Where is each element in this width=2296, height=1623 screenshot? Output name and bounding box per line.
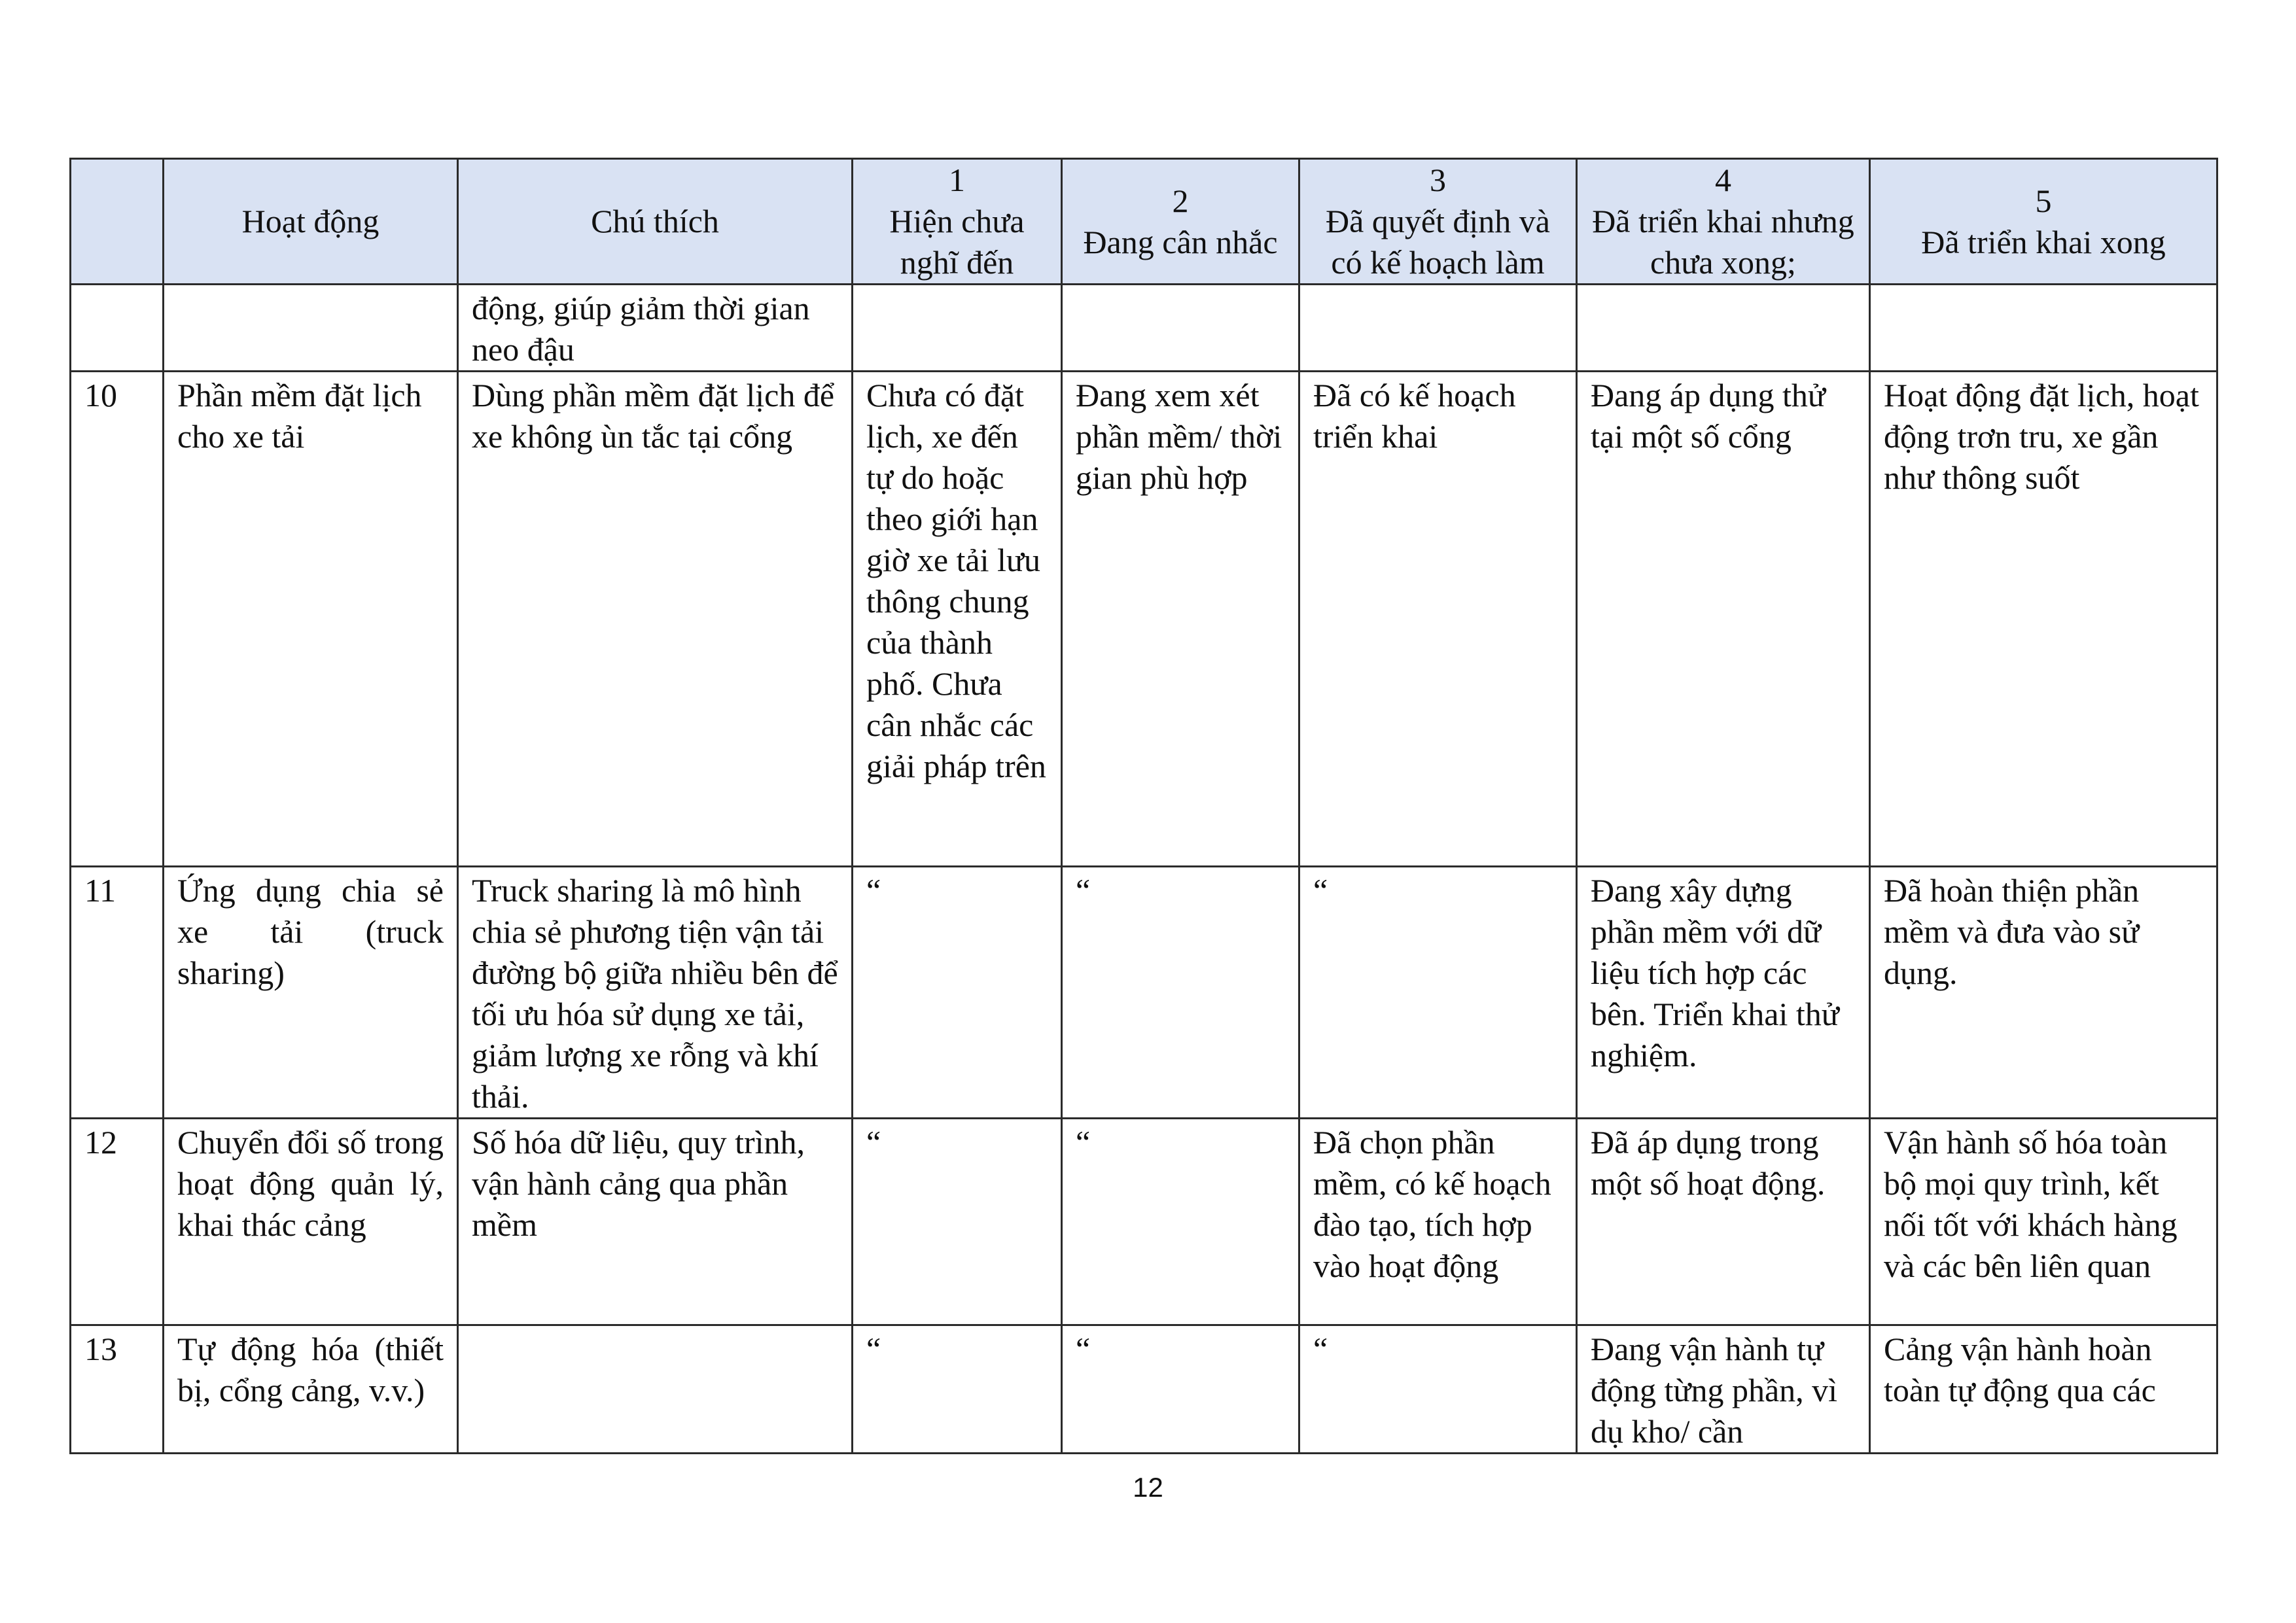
row-level-4: Đang vận hành tự động từng phần, vì dụ kho/ cần <box>1577 1325 1870 1454</box>
table-row <box>71 1119 2217 1325</box>
row-number <box>71 285 164 372</box>
table-row <box>71 372 2217 867</box>
header-level-3-label: Đã quyết định và có kế hoạch làm <box>1326 203 1550 281</box>
row-level-5 <box>1870 285 2217 372</box>
table-header-row <box>71 159 2217 285</box>
row-level-5: Cảng vận hành hoàn toàn tự động qua các <box>1870 1325 2217 1454</box>
row-level-5: Đã hoàn thiện phần mềm và đưa vào sử dụng. <box>1870 867 2217 1119</box>
row-number: 10 <box>71 372 164 867</box>
header-level-3 <box>1299 159 1577 285</box>
row-note: Số hóa dữ liệu, quy trình, vận hành cảng qua phần mềm <box>458 1119 853 1325</box>
row-note <box>458 1325 853 1454</box>
row-note: Truck sharing là mô hình chia sẻ phương tiện vận tải đường bộ giữa nhiều bên để tối ưu hóa sử dụng xe tải, giảm lượng xe rỗng và khí thải. <box>458 867 853 1119</box>
header-activity <box>164 159 458 285</box>
row-level-3 <box>1299 285 1577 372</box>
header-level-4-number: 4 <box>1715 162 1731 198</box>
row-level-1: “ <box>853 1119 1062 1325</box>
row-level-4: Đã áp dụng trong một số hoạt động. <box>1577 1119 1870 1325</box>
table-row <box>71 1325 2217 1454</box>
row-level-3: Đã chọn phần mềm, có kế hoạch đào tạo, tích hợp vào hoạt động <box>1299 1119 1577 1325</box>
header-level-4-label: Đã triển khai nhưng chưa xong; <box>1592 203 1854 281</box>
row-level-2: Đang xem xét phần mềm/ thời gian phù hợp <box>1062 372 1299 867</box>
row-level-2: “ <box>1062 1119 1299 1325</box>
row-level-2 <box>1062 285 1299 372</box>
row-number: 12 <box>71 1119 164 1325</box>
row-note: Dùng phần mềm đặt lịch để xe không ùn tắc tại cổng <box>458 372 853 867</box>
header-level-1-number: 1 <box>949 162 965 198</box>
header-level-1 <box>853 159 1062 285</box>
row-level-4 <box>1577 285 1870 372</box>
row-note: động, giúp giảm thời gian neo đậu <box>458 285 853 372</box>
row-level-2: “ <box>1062 867 1299 1119</box>
header-level-2-number: 2 <box>1172 182 1189 219</box>
row-number: 11 <box>71 867 164 1119</box>
row-number: 13 <box>71 1325 164 1454</box>
header-level-3-number: 3 <box>1430 162 1446 198</box>
row-level-3: “ <box>1299 867 1577 1119</box>
row-level-1 <box>853 285 1062 372</box>
header-level-4 <box>1577 159 1870 285</box>
row-activity <box>164 285 458 372</box>
row-level-4: Đang xây dựng phần mềm với dữ liệu tích hợp các bên. Triển khai thử nghiệm. <box>1577 867 1870 1119</box>
header-level-5-number: 5 <box>2035 182 2052 219</box>
row-activity: Ứng dụng chia sẻ xe tải (truck sharing) <box>164 867 458 1119</box>
row-level-3: “ <box>1299 1325 1577 1454</box>
header-activity-label: Hoạt động <box>241 203 380 239</box>
table-row <box>71 285 2217 372</box>
row-level-5: Hoạt động đặt lịch, hoạt động trơn tru, xe gần như thông suốt <box>1870 372 2217 867</box>
page-number: 12 <box>1133 1472 1163 1503</box>
header-level-5-label: Đã triển khai xong <box>1921 223 2166 260</box>
table-row <box>71 867 2217 1119</box>
activity-assessment-table <box>69 158 2218 1454</box>
header-level-5 <box>1870 159 2217 285</box>
header-level-1-label: Hiện chưa nghĩ đến <box>889 203 1025 281</box>
row-level-1: Chưa có đặt lịch, xe đến tự do hoặc theo giới hạn giờ xe tải lưu thông chung của thành phố. Chưa cân nhắc các giải pháp trên <box>853 372 1062 867</box>
header-note <box>458 159 853 285</box>
row-level-4: Đang áp dụng thử tại một số cổng <box>1577 372 1870 867</box>
row-level-1: “ <box>853 867 1062 1119</box>
row-activity: Tự động hóa (thiết bị, cổng cảng, v.v.) <box>164 1325 458 1454</box>
header-level-2 <box>1062 159 1299 285</box>
header-blank-cell <box>71 159 164 285</box>
row-level-2: “ <box>1062 1325 1299 1454</box>
row-level-3: Đã có kế hoạch triển khai <box>1299 372 1577 867</box>
row-level-1: “ <box>853 1325 1062 1454</box>
header-note-label: Chú thích <box>591 203 719 239</box>
row-activity: Phần mềm đặt lịch cho xe tải <box>164 372 458 867</box>
row-activity: Chuyển đổi số trong hoạt động quản lý, khai thác cảng <box>164 1119 458 1325</box>
header-level-2-label: Đang cân nhắc <box>1083 223 1278 260</box>
row-level-5: Vận hành số hóa toàn bộ mọi quy trình, kết nối tốt với khách hàng và các bên liên quan <box>1870 1119 2217 1325</box>
